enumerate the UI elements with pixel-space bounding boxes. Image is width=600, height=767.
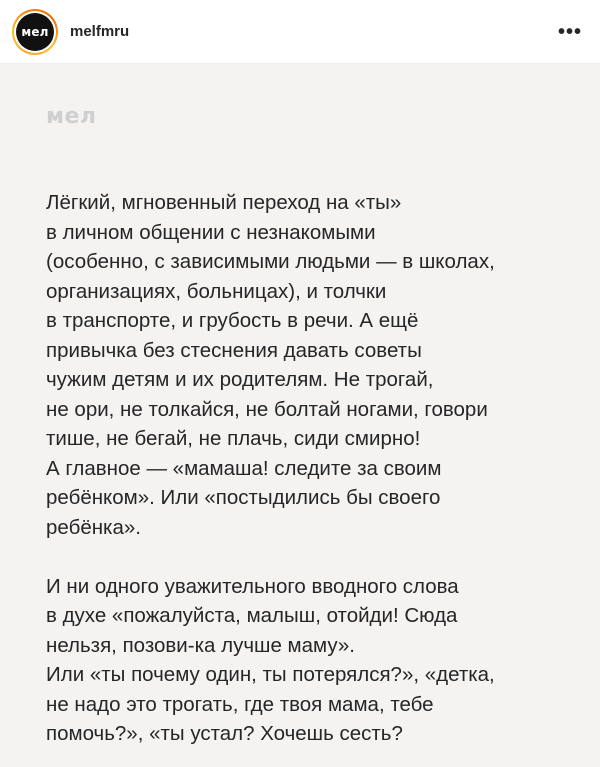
text-line: помочь?», «ты устал? Хочешь сесть?	[46, 722, 403, 745]
text-line: нельзя, позови-ка лучше маму».	[46, 633, 355, 657]
post-header	[0, 0, 600, 64]
text-line: Или «ты почему один, ты потерялся?», «детка,	[46, 663, 495, 686]
text-line: ребёнком». Или «постыдились бы своего	[46, 486, 441, 509]
text-line: в духе «пожалуйста, малыш, отойди! Сюда	[46, 604, 458, 627]
text-line: чужим детям и их родителям. Не трогай,	[46, 368, 434, 391]
avatar-logo: мел	[16, 13, 54, 51]
text-line: тише, не бегай, не плачь, сиди смирно!	[46, 427, 421, 450]
post-text	[46, 188, 570, 749]
more-options-icon[interactable]: •••	[557, 20, 582, 43]
text-line: Лёгкий, мгновенный переход на «ты»	[46, 191, 402, 214]
post-image	[0, 64, 600, 767]
text-line: не надо это трогать, где твоя мама, тебе	[46, 692, 434, 716]
text-line: не ори, не толкайся, не болтай ногами, говори	[46, 397, 488, 421]
text-line: ребёнка».	[46, 515, 141, 539]
username-link[interactable]: melfmru	[70, 23, 130, 40]
brand-logo: мел	[46, 104, 97, 129]
avatar[interactable]	[12, 9, 58, 55]
text-line: в личном общении с незнакомыми	[46, 220, 376, 244]
text-line: в транспорте, и грубость в речи. А ещё	[46, 309, 419, 332]
paragraph-gap	[46, 542, 570, 572]
text-line: организациях, больницах), и толчки	[46, 279, 387, 303]
text-line: (особенно, с зависимыми людьми — в школах,	[46, 250, 495, 273]
avatar-border	[14, 11, 56, 53]
text-line: И ни одного уважительного вводного слова	[46, 574, 459, 598]
text-line: А главное — «мамаша! следите за своим	[46, 456, 442, 480]
text-line: привычка без стеснения давать советы	[46, 338, 422, 362]
